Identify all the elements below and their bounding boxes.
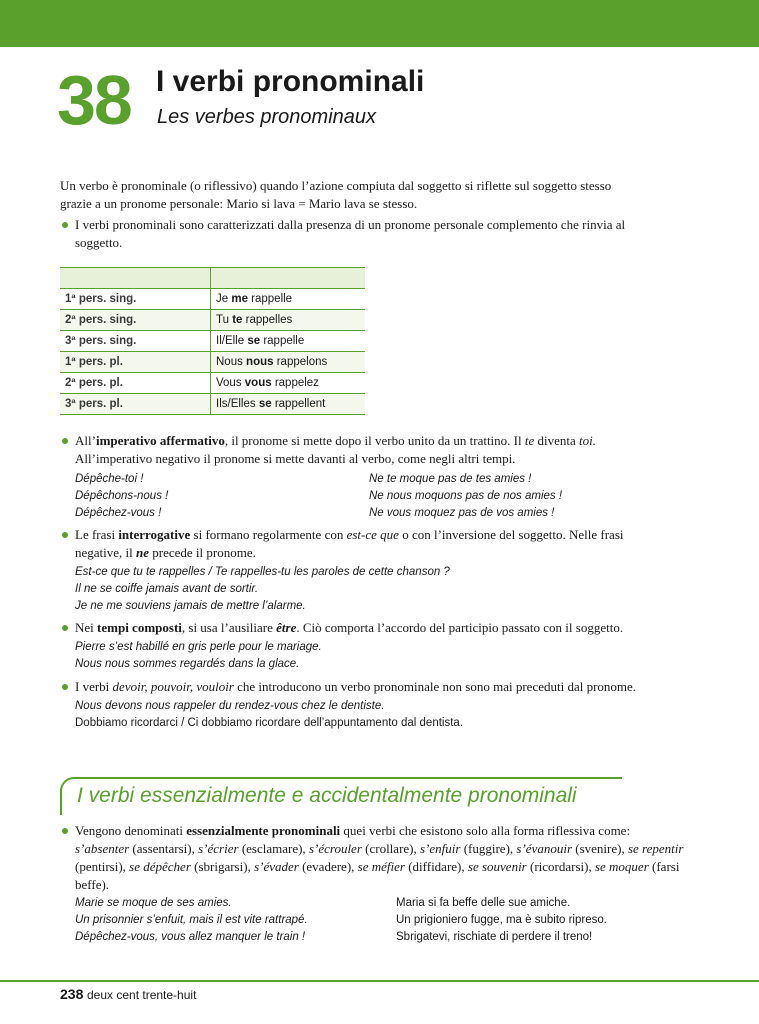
page-title: I verbi pronominali xyxy=(156,65,425,98)
table-row xyxy=(60,394,365,415)
example-fr: Pierre s’est habillé en gris perle pour le mariage. xyxy=(75,641,322,653)
page-number: 238 xyxy=(60,986,84,1002)
example-fr: Nous devons nous rappeler du rendez-vous chez le dentiste. xyxy=(75,700,385,712)
example-fr: Dépêche-toi ! xyxy=(75,473,144,485)
form-cell: Nous nous rappelons xyxy=(211,352,366,373)
person-cell: 3ª pers. sing. xyxy=(60,331,211,352)
bullet-icon xyxy=(62,828,68,834)
header-bar xyxy=(0,0,759,47)
page-number-words: deux cent trente-huit xyxy=(87,988,197,1002)
bullet-icon xyxy=(62,222,68,228)
form-cell: Vous vous rappelez xyxy=(211,373,366,394)
bullet3-line-1: Le frasi interrogative si formano regolarmente con est-ce que o con l’inversione del soggetto. Nelle frasi xyxy=(75,527,624,542)
table-row xyxy=(60,310,365,331)
bullet2-line-1: All’imperativo affermativo, il pronome si mette dopo il verbo unito da un trattino. Il te diventa toi. xyxy=(75,433,597,448)
bullet4-line-1: Nei tempi composti, si usa l’ausiliare être. Ciò comporta l’accordo del participio passato con il soggetto. xyxy=(75,620,624,635)
chapter-number: 38 xyxy=(57,61,131,139)
bullet1-line-2: soggetto. xyxy=(75,235,123,250)
example-fr: Ne nous moquons pas de nos amies ! xyxy=(369,490,563,502)
person-cell: 2ª pers. sing. xyxy=(60,310,211,331)
footer-rule xyxy=(0,980,759,982)
table-header-row xyxy=(60,268,365,289)
bullet6-line-3: (pentirsi), se dépêcher (sbrigarsi), s’évader (evadere), se méfier (diffidare), se souvenir (ricordarsi), se moquer (farsi xyxy=(75,859,680,874)
bullet6-line-2: s’absenter (assentarsi), s’écrier (esclamare), s’écrouler (crollare), s’enfuir (fuggire), s’évanouir (svenire), se repentir xyxy=(75,841,684,856)
bullet-icon xyxy=(62,532,68,538)
example-fr: Il ne se coiffe jamais avant de sortir. xyxy=(75,583,259,595)
person-cell: 1ª pers. sing. xyxy=(60,289,211,310)
example-fr: Ne vous moquez pas de vos amies ! xyxy=(369,507,555,519)
bullet-icon xyxy=(62,438,68,444)
section-heading xyxy=(60,777,622,815)
example-it: Maria si fa beffe delle sue amiche. xyxy=(396,897,571,909)
conjugation-table xyxy=(60,267,365,415)
bullet2-line-2: All’imperativo negativo il pronome si mette davanti al verbo, come negli altri tempi. xyxy=(75,451,516,466)
person-cell: 1ª pers. pl. xyxy=(60,352,211,373)
person-cell: 3ª pers. pl. xyxy=(60,394,211,415)
example-fr: Marie se moque de ses amies. xyxy=(75,897,232,909)
intro-line-2: grazie a un pronome personale: Mario si lava = Mario lava se stesso. xyxy=(60,196,418,211)
bullet6-line-4: beffe). xyxy=(75,877,110,892)
example-fr: Est-ce que tu te rappelles / Te rappelles-tu les paroles de cette chanson ? xyxy=(75,566,450,578)
example-it: Un prigioniero fugge, ma è subito ripreso. xyxy=(396,914,607,926)
bullet3-line-2: negative, il ne precede il pronome. xyxy=(75,545,256,560)
example-it: Sbrigatevi, rischiate di perdere il treno! xyxy=(396,931,593,943)
example-it: Dobbiamo ricordarci / Ci dobbiamo ricordare dell’appuntamento dal dentista. xyxy=(75,717,464,729)
table-row xyxy=(60,289,365,310)
table-row xyxy=(60,352,365,373)
form-cell: Ils/Elles se rappellent xyxy=(211,394,366,415)
example-fr: Un prisonnier s’enfuit, mais il est vite rattrapé. xyxy=(75,914,308,926)
example-fr: Je ne me souviens jamais de mettre l’alarme. xyxy=(75,600,306,612)
bullet5-line-1: I verbi devoir, pouvoir, vouloir che introducono un verbo pronominale non sono mai preceduti dal pronome. xyxy=(75,679,637,694)
bullet6-line-1: Vengono denominati essenzialmente pronominali quei verbi che esistono solo alla forma riflessiva come: xyxy=(75,823,631,838)
example-fr: Dépêchez-vous ! xyxy=(75,507,162,519)
intro-line-1: Un verbo è pronominale (o riflessivo) quando l’azione compiuta dal soggetto si riflette sul soggetto stesso xyxy=(60,178,612,193)
form-cell: Tu te rappelles xyxy=(211,310,366,331)
example-fr: Ne te moque pas de tes amies ! xyxy=(369,473,532,485)
table-row xyxy=(60,331,365,352)
form-cell: Il/Elle se rappelle xyxy=(211,331,366,352)
table-row xyxy=(60,373,365,394)
bullet1-line-1: I verbi pronominali sono caratterizzati dalla presenza di un pronome personale complemento che rinvia al xyxy=(75,217,626,232)
form-cell: Je me rappelle xyxy=(211,289,366,310)
page-subtitle: Les verbes pronominaux xyxy=(157,106,377,128)
person-cell: 2ª pers. pl. xyxy=(60,373,211,394)
section-title: I verbi essenzialmente e accidentalmente pronominali xyxy=(77,784,577,807)
example-fr: Dépêchez-vous, vous allez manquer le train ! xyxy=(75,931,306,943)
bullet-icon xyxy=(62,625,68,631)
bullet-icon xyxy=(62,684,68,690)
example-fr: Nous nous sommes regardés dans la glace. xyxy=(75,658,300,670)
example-fr: Dépêchons-nous ! xyxy=(75,490,169,502)
